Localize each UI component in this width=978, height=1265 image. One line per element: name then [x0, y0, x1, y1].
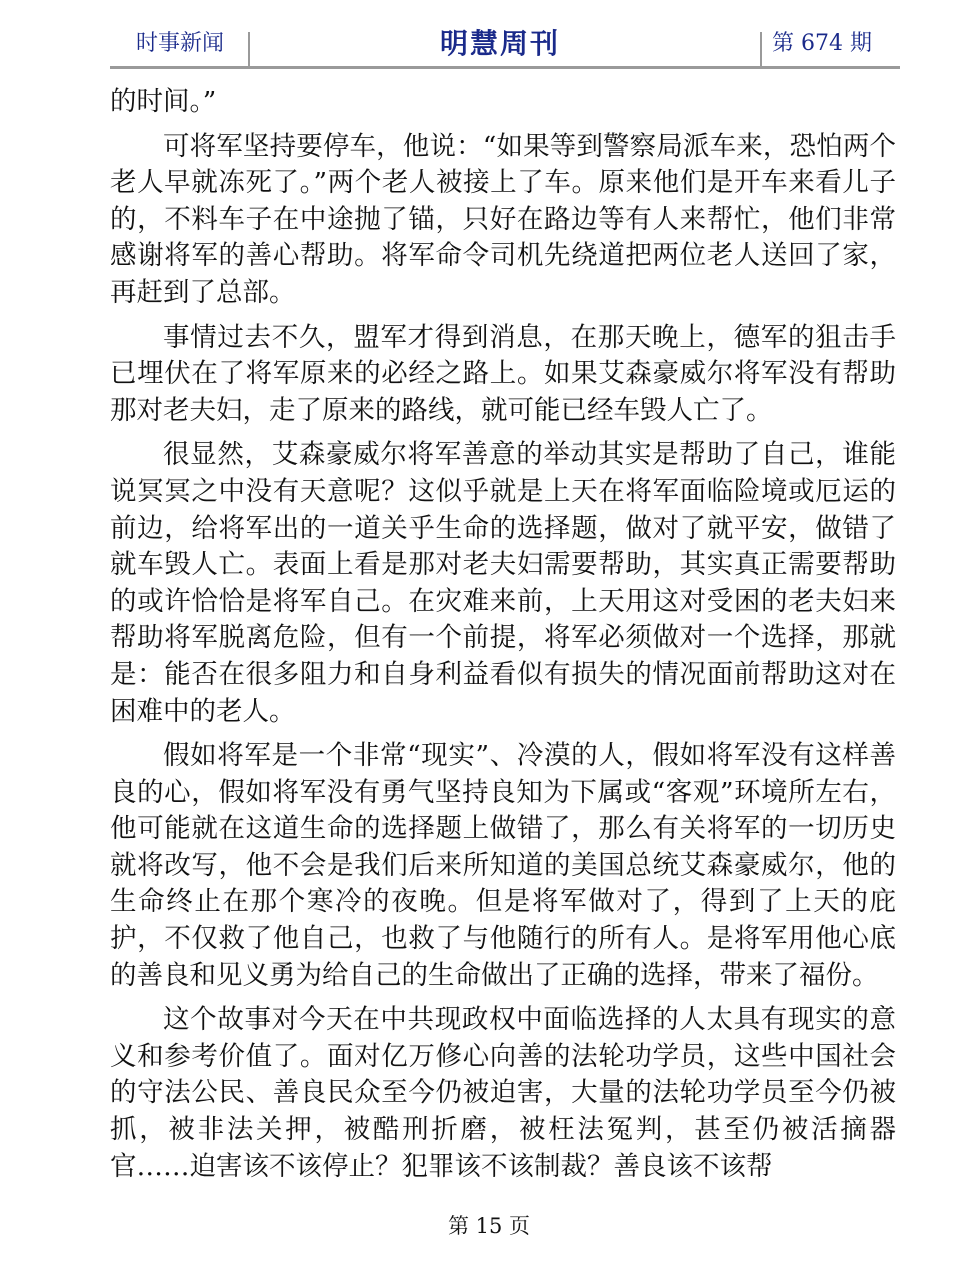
page-number: 第 15 页 — [447, 1214, 531, 1238]
publication-title: 明慧周刊 — [439, 27, 560, 60]
page-header — [110, 22, 900, 72]
paragraph: 可将军坚持要停车，他说：“如果等到警察局派车来，恐怕两个老人早就冻死了。”两个老人被接上了车。原来他们是开车来看儿子的，不料车子在中途抛了锚，只好在路边等有人来帮忙，他们非常感谢将军的善心帮助。将军命令司机先绕道把两位老人送回了家，再赶到了总部。 — [110, 130, 896, 308]
header-divider-left — [248, 32, 250, 66]
paragraph: 很显然，艾森豪威尔将军善意的举动其实是帮助了自己，谁能说冥冥之中没有天意呢？这似乎就是上天在将军面临险境或厄运的前边，给将军出的一道关乎生命的选择题，做对了就平安，做错了就车毁人亡。表面上看是那对老夫妇需要帮助，其实真正需要帮助的或许恰恰是将军自己。在灾难来前，上天用这对受困的老夫妇来帮助将军脱离危险，但有一个前提，将军必须做对一个选择，那就是：能否在很多阻力和自身利益看似有损失的情况面前帮助这对在困难中的老人。 — [110, 439, 896, 727]
issue-number: 第 674 期 — [772, 31, 872, 56]
paragraph: 假如将军是一个非常“现实”、冷漠的人，假如将军没有这样善良的心，假如将军没有勇气坚持良知为下属或“客观”环境所左右，他可能就在这道生命的选择题上做错了，那么有关将军的一切历史就将改写，他不会是我们后来所知道的美国总统艾森豪威尔，他的生命终止在那个寒冷的夜晚。但是将军做对了，得到了上天的庇护，不仅救了他自己，也救了与他随行的所有人。是将军用他心底的善良和见义勇为给自己的生命做出了正确的选择，带来了福份。 — [110, 740, 896, 991]
section-label: 时事新闻 — [136, 31, 225, 56]
paragraph: 事情过去不久，盟军才得到消息，在那天晚上，德军的狙击手已埋伏在了将军原来的必经之路上。如果艾森豪威尔将军没有帮助那对老夫妇，走了原来的路线，就可能已经车毁人亡了。 — [110, 321, 896, 426]
article-body — [110, 84, 896, 1193]
paragraph-continued: 的时间。” — [110, 86, 217, 117]
header-divider-right — [760, 32, 762, 66]
header-rule — [110, 66, 900, 69]
paragraph: 这个故事对今天在中共现政权中面临选择的人太具有现实的意义和参考价值了。面对亿万修心向善的法轮功学员，这些中国社会的守法公民、善良民众至今仍被迫害，大量的法轮功学员至今仍被抓，被非法关押，被酷刑折磨，被枉法冤判，甚至仍被活摘器官……迫害该不该停止？犯罪该不该制裁？善良该不该帮 — [110, 1004, 896, 1182]
